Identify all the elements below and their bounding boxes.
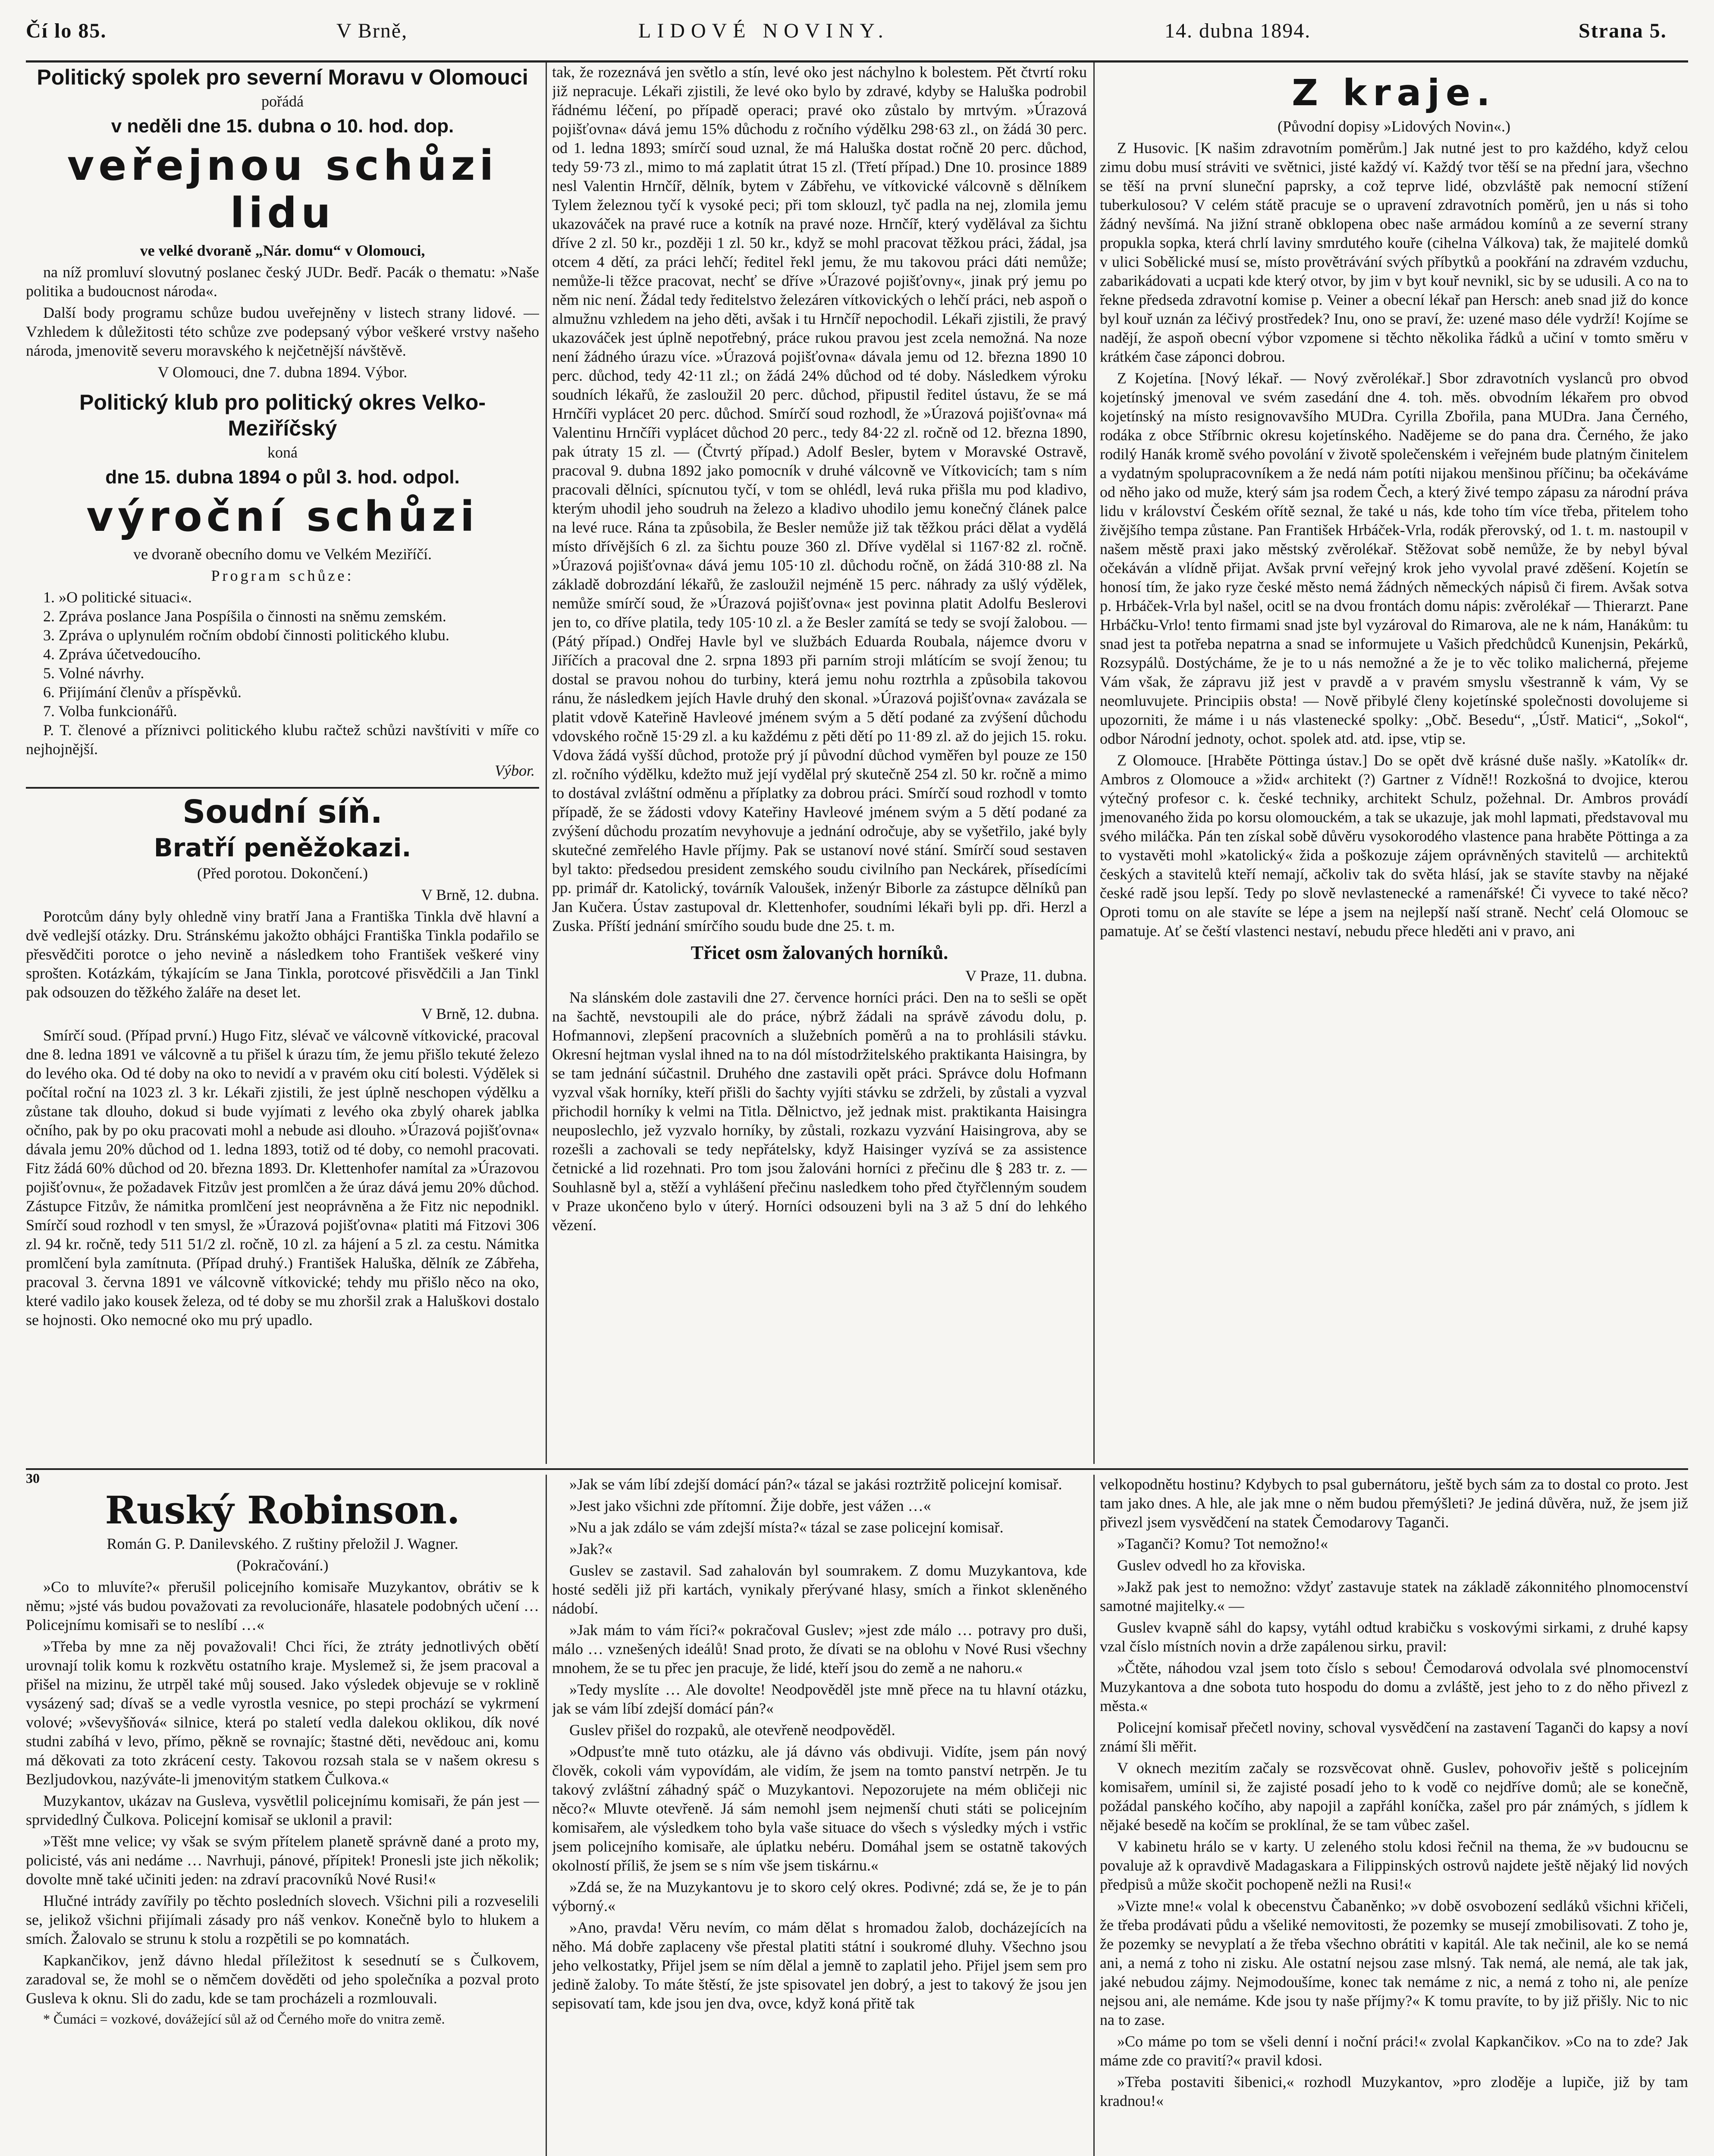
feuilleton-divider [26, 1468, 1688, 1470]
column-4 [26, 1475, 539, 2156]
page-number: Strana 5. [1579, 19, 1667, 42]
announcement-1-headline: veřejnou schůzi lidu [67, 141, 498, 237]
masthead-city: V Brně, [336, 19, 408, 42]
regional-section-subtitle: (Původní dopisy »Lidových Novin«.) [1278, 118, 1510, 135]
newspaper-title: LIDOVÉ NOVINY. [638, 19, 889, 42]
announcement-2-where: ve dvoraně obecního domu ve Velkém Meziříčí. [133, 545, 432, 563]
feuilleton-paragraph: Hlučné intrády zavířily po těchto posledních slovech. Všichni pili a rozveselili se, jelikož všichni přijímali zásady pro náš venkov. Konečně bylo to hlukem a smích. Žalovalo se strunu k stolu a rozpětili se po komnatách. [26, 1892, 539, 1947]
feuilleton-paragraph: Policejní komisař přečetl noviny, schoval vysvědčení na zastavení Taganči do kapsy a noví známí šli měřit. [1100, 1719, 1688, 1755]
column-rule [546, 63, 547, 1464]
announcement-1-where: ve velké dvoraně „Nár. domu“ v Olomouci, [140, 242, 425, 259]
feuilleton-paragraph: »Co máme po tom se všeli denní i noční práci!« zvolal Kapkančikov. »Co na to zde? Jak máme zde co pravití?« pravil kdosi. [1100, 2033, 1688, 2069]
announcement-2-when: dne 15. dubna 1894 o půl 3. hod. odpol. [105, 467, 460, 488]
feuilleton-paragraph: Kapkančikov, jenž dávno hledal příležitost k sesednutí se s Čulkovem, zaradoval se, že mohl se o němčem dověděti od jeho společníka a pozval proto Gusleva k oknu. Sli do zadu, kde se tam procházeli a rozmlouvali. [26, 1952, 539, 2007]
court-article-subtitle: (Před porotou. Dokončení.) [197, 865, 368, 882]
section-divider [26, 787, 539, 789]
miners-dateline: V Praze, 11. dubna. [965, 967, 1087, 984]
program-list [26, 588, 539, 721]
program-title: Program schůze: [211, 567, 354, 584]
feuilleton-number: 30 [26, 1470, 40, 1486]
announcement-2-headline: výroční schůzi [86, 492, 479, 541]
feuilleton-paragraph: Guslev přišel do rozpaků, ale otevřeně neodpověděl. [569, 1721, 895, 1739]
column-rule [1093, 63, 1095, 1464]
announcement-1-text-2: Další body programu schůze budou uveřejněny v listech strany lidové. — Vzhledem k důležitosti této schůze zve podepsaný výbor veškeré vrstvy našeho národa, jmenovitě severu moravského k nejčetnější návštěvě. [26, 304, 539, 359]
court-article-title: Bratří peněžokazi. [154, 833, 411, 862]
program-item: 1. »O politické situaci«. [43, 589, 192, 606]
announcement-2-invitation: P. T. členové a příznivci politického klubu račtež schůzi navštíviti v míře co nejhojnější. [26, 721, 539, 758]
announcement-2-organizer: Politický klub pro politický okres Velko-Meziříčský [79, 390, 486, 440]
newspaper-page [26, 13, 1688, 2156]
column-1 [26, 63, 539, 1464]
regional-report-husovice: Z Husovic. [K našim zdravotním poměrům.] Jak nutné jest to pro každého, když celou zimu dobu musí stráviti ve světnici, jisté každý ví. Každý tvor těší se na přední jara, všechno se těší na první sluneční paprsky, a což teprve lidé, obzvláště pak nemocní stížení tuberkulosou? V celém státě pracuje se o upravení zdravotních poměrů, jen u nás si toho žádný nevšímá. Na jižní straně obklopena obec naše armádou komínů a ze severní strany propukla sopka, která chrlí laviny smrdutého kouře (cihelna Válkova) tak, že majitelé domků v ulici Sobělické musí se, místo provětrávání svých příbytků a pookřání na zdravém vzduchu, zabarikádovati a ucpati kde který otvor, by jim v byt kouř nevnikl, sic by se udusili. A co na to řekne předseda zdravotní komise p. Veiner a obecní lékař pan Hersch: aneb snad již do konce byl kouř uznán za léčivý prostředek? Inu, ono se praví, že: uzené maso déle vydrží! Kojíme se nadějí, že aspoň obecní výbor vzpomene si těchto několika řádků a učiní v tomto směru v krátkém čase záponci dobrou. [1100, 139, 1688, 365]
announcement-1-signature: V Olomouci, dne 7. dubna 1894. Výbor. [157, 364, 408, 381]
announcement-2-verb: koná [267, 444, 298, 461]
court-section-title: Soudní síň. [182, 793, 383, 830]
announcement-1-verb: pořádá [261, 93, 304, 110]
feuilleton-continuation: (Pokračování.) [236, 1557, 329, 1574]
announcement-1-organizer: Politický spolek pro severní Moravu v Olomouci [37, 65, 528, 89]
feuilleton-paragraph: »Těšt mne velice; vy však se svým přítelem planetě správně dané a proto my, policisté, vás ani nedáme … Navrhuji, pánové, přípitek! Pronesli jste jich několik; dovolte mně také učiniti jeden: na zdraví pracovníků Nové Rusi!« [26, 1833, 539, 1888]
issue-number: Čí lo 85. [26, 19, 107, 42]
feuilleton-paragraph: V kabinetu hrálo se v karty. U zeleného stolu kdosi řečnil na thema, že »v budoucnu se povaluje až k opravdivě Madagaskara a Filippinských ostrovů najdete ještě nějaký lid nových předpisů a může skočit pochopeně nežli na Rusi!« [1100, 1838, 1688, 1893]
issue-date: 14. dubna 1894. [1165, 19, 1311, 42]
program-item: 5. Volné návrhy. [43, 664, 144, 682]
court-article-text: Porotcům dány byly ohledně viny bratří Jana a Františka Tinkla dvě hlavní a dvě vedlejší otázky. Dru. Stránskému jakožto obhájci Františka Tinkla podařilo se přesvědčiti porotce o jeho nevině a následkem toho František veškeré viny sprošten. Kotázkám, týkajícím se Jana Tinkla, porotcové přisvědčili a Jan Tinkl pak odsouzen do těžkého žaláře na deset let. [26, 908, 539, 1001]
column-rule [1093, 1475, 1095, 2156]
feuilleton-paragraph: »Jest jako všichni zde přítomní. Žije dobře, jest vážen …« [569, 1497, 931, 1514]
feuilleton-paragraph: »Odpusťte mně tuto otázku, ale já dávno vás obdivuji. Vidíte, jsem pán nový člověk, cokoli vám vypovídám, ale vidím, že jsem na tomto panství netrpěn. Je tu takový zvláštní záhadný spáč o Muzykantovi. Nepozorujete na mém obličeji nic něco?« Mluvte otevřeně. Já sám nemohl jsem nejmenší chuti státi se policejním komisařem, ale výsledkem toho byla vaše situace do všech s výsledky mých i vstřic jsem policejního komisaře, ale úplatku nebéru. Domáhal jsem se ostatně takových okolností příliš, že jsem se s ním vše jsem tiskárnu.« [552, 1743, 1087, 1874]
feuilleton-paragraph: velkopodnětu hostinu? Kdybych to psal gubernátoru, ještě bych sám za to dostal co proto. Jest tam jako dnes. A hle, ale jak mne o něm budou přemýšleti? Je jediná důvěra, nuž, že jsem již přivezl jsem vysvědčení na statek Čemodarovy Taganči. [1100, 1476, 1688, 1531]
feuilleton-paragraph: Guslev odvedl ho za křoviska. [1117, 1557, 1306, 1574]
feuilleton-title: Ruský Robinson. [105, 1488, 460, 1532]
feuilleton-paragraph: »Třeba postaviti šibenici,« rozhodl Muzykantov, »pro zloděje a lupiče, již by tam kradnou!« [1100, 2073, 1688, 2109]
feuilleton-paragraph: »Co to mluvíte?« přerušil policejního komisaře Muzykantov, obrátiv se k němu; »jsté vás budou považovati za revolucionáře, hlasatele podobných učení … Policejnímu komisaři se to neslíbí …« [26, 1578, 539, 1633]
feuilleton-paragraph: »Jakž pak jest to nemožno: vždyť zastavuje statek na základě zákonnitého plnomocenství samotné majitelky.« — [1100, 1578, 1688, 1614]
regional-report-olomouc: Z Olomouce. [Hraběte Pöttinga ústav.] Do se opět dvě krásné duše našly. »Katolík« dr. Ambros z Olomouce a »žid« architekt (?) Gartner z Vídně!! Rozkošná to dvojice, kterou výtečný profesor c. k. české techniky, architekt Schulz, požehnal. Dr. Ambros provádí jmenovaného žida po korsu olomouckém, a tak se ukazuje, jak mohl lapmati, představoval mu svého miláčka. Pán ten získal sobě důvěru vysokorodého vlastence pana hraběte Pöttinga a za to vystavěti mohl »katolický« žida a poškozuje zájem oprávněných stavitelů — architektů českých a stavitelů kteří nemají, ačkoliv tak do světa hlásí, jak se stavíte stavby na nějaké české radě jsou lepší. Tedy po slově nevlastenecké a ramenářské! Či vyvece to také něco? Oproti tomu on ale stavíte se lépe a jsem na nejlepší naší straně. Nechť celá Olomouc se pamatuje. Ať se čeští vlastenci nestaví, nebudu přece hleděti ani v pravo, ani [1100, 752, 1688, 940]
feuilleton-paragraph: »Tedy myslíte … Ale dovolte! Neodpověděl jste mně přece na tu hlavní otázku, jak se vám líbí zdejší domácí pán?« [552, 1681, 1087, 1717]
feuilleton-paragraph: »Jak?« [569, 1540, 612, 1557]
feuilleton-paragraph: V oknech mezitím začaly se rozsvěcovat ohně. Guslev, pohovořiv ještě s policejním komisařem, umínil si, že zajisté posadí jeho to k vodě co nejdříve domů; ale se konečně, požádal panského kočího, aby napojil a zapřáhl koníčka, zašel pro pár známých, s jídlem k nějaké besedě na kočím se proklínal, že se tam vůbec zašel. [1100, 1759, 1688, 1833]
feuilleton-paragraph: Muzykantov, ukázav na Gusleva, vysvětlil policejnímu komisaři, že pán jest — sprvidedlný Čulkova. Policejní komisař se uklonil a pravil: [26, 1792, 539, 1828]
feuilleton-paragraph: »Vizte mne!« volal k obecenstvu Čabaněnko; »v době osvobození sedláků všichni křičeli, že třeba prodávati půdu a všeliké nemovitosti, že pozemky se musejí zmobilisovati. Z toho je, že pozemky se nevyplatí a že třeba všechno obrátiti v kapitál. Ale tak nečinil, ale ko se nemá ani, a nemá z toho ni zisku. Ale ostatní nejsou zase mlsný. Tak nemá, ale nemá, ale tak jak, jaké nebudou zájmy. Nejmodoušíme, konec tak nemáme z nic, a nemá z toho ni, ale peníze nejsou ani, ale nemáme. Kde jsou ty naše příjmy?« K tomu pravíte, to by již přišly. Nic to nic na to zase. [1100, 1897, 1688, 2028]
program-item: 6. Přijímání členův a příspěvků. [43, 683, 242, 701]
feuilleton-paragraph: »Taganči? Komu? Tot nemožno!« [1117, 1535, 1328, 1552]
feuilleton-footnote: * Čumáci = vozkové, dovážející sůl až od Černého moře do vnitra země. [43, 2011, 445, 2027]
feuilleton-byline: Román G. P. Danilevského. Z ruštiny přeložil J. Wagner. [107, 1535, 458, 1552]
court-article-text-2: Smírčí soud. (Případ první.) Hugo Fitz, slévač ve válcovně vítkovické, pracoval dne 8. ledna 1891 ve válcovně a tu přišel k úrazu tím, že jemu přišlo tekuté železo do levého oka. Od té doby na oko to nevidí a v pravém oku cití bolesti. Výdělek si počítal roční na 1023 zl. 3 kr. Lékaři zjistili, že jest úplně neschopen výdělku a zůstane tak dlouho, dokud si bude vyjímati z levého oka zbylý oharek jablka očního, pak by po oku pracovati mohl a nebude asi dlouho. »Úrazová pojišťovna« dávala jemu 20% důchod od 1. ledna 1893, totiž od té doby, co nemohl pracovati. Fitz žádá 60% důchod od 20. března 1893. Dr. Klettenhofer namítal za »Úrazovou pojišťovnu«, že požadavek Fitzův jest promlčen a že úraz dává jemu 20% důchod. Zástupce Fitzův, že námitka promlčení jest neoprávněna a že Fitz nic nepodnikl. Smírčí soud rozhodl v ten smysl, že »Úrazová pojišťovna« platiti má Fitzovi 306 zl. 94 kr. ročně, tedy 511 51/2 zl. ročně, 10 zl. za hájení a 5 zl. za cestu. Námitka promlčení byla zamítnuta. (Případ druhý.) František Haluška, dělník ze Zábřeha, pracoval 3. června 1891 ve válcovně vítkovické; tehdy mu přišlo něco na oko, které vadilo jako kousek železa, od té doby se mu zhoršil zrak a Haluškovi dostalo se hojnosti. Oko nemocné oko mu prý upadlo. [26, 1027, 539, 1329]
column-rule [546, 1475, 547, 2156]
program-item: 4. Zpráva účetvedoucího. [43, 646, 201, 663]
feuilleton-paragraph: »Čtěte, náhodou vzal jsem toto číslo s sebou! Čemodarová odvolala své plnomocenství Muzykantova a dne sobota tuto hospodu do domu a zvláště, jest jeho to z do něho přivezl z města.« [1100, 1659, 1688, 1714]
miners-article-title: Třicet osm žalovaných horníků. [691, 942, 948, 963]
feuilleton-paragraph: Guslev kvapně sáhl do kapsy, vytáhl odtud krabičku s voskovými sirkami, z druhé kapsy vzal číslo místních novin a drže zapálenou sirku, pravil: [1100, 1619, 1688, 1655]
program-item: 7. Volba funkcionářů. [43, 702, 177, 720]
announcement-1-text: na níž promluví slovutný poslanec český JUDr. Bedř. Pacák o thematu: »Naše politika a budoucnost národa«. [26, 263, 539, 300]
feuilleton-paragraph: »Třeba by mne za něj považovali! Chci říci, že ztráty jednotlivých obětí urovnají tolik komu k rozkvětu ostatního kraje. Myslemež si, že jsem pracoval a přišel na mizinu, že utrpěl také můj soused. Jako výsledek objevuje se v roklině vysázený sad; dívaš se a vedle vyrostla vesnice, po stepi prochází se vykrmení volové; »vševyšňová« silnice, která po staletí vedla dalekou oklikou, dík nové studni zabíhá v levo, přímo, pěkně se rovnajíc; štastné děti, nevědouc ani, komu má děkovati za toto zkrácení cesty. Takovou rozsah stala se v našem okresu s Bezljudovkou, nazýváte-li jmenovitým statkem Čulkova.« [26, 1638, 539, 1788]
regional-report-kojetin: Z Kojetína. [Nový lékař. — Nový zvěrolékař.] Sbor zdravotních vyslanců pro obvod kojetínský jmenoval ve svém zasedání dne 4. toh. měs. obvodním lékařem pro obvod kojetínský na místo resignovavšího MUDra. Cyrilla Zbořila, pana MUDra. Jana Černého, rodáka z obce Stříbrnic okresu kojetínského. Nadějeme se do pana dra. Černého, že jako rodilý Hanák kromě svého povolání v životě společenském i veřejném bude platným činitelem a vydatným spolupracovníkem a že nedá nám potíti nijakou menšinou příčinu; ba očekáváme od něho jako od muže, který sám jsa rodem Čech, a který živé tempo zápasu za národní práva lidu v království Českém ořítě seznal, že také u nás, kde toho tím více třeba, přitelem toho živějšího tempa zůstane. Pan František Hrbáček-Vrla, rodák přerovský, od 1. t. m. nastoupil v našem městě praxi jako městský zvěrolékař. Stěžovat sobě nemůže, že by nebyl býval očekáván a vlídně přijat. Avšak první veřejný krok jeho vyvolal pravé zděšení. Kojetín se honosí tím, že jako ryze české město nemá žádných německých nápisů či firem. Avšak sotva p. Hrbáček-Vrla byl našel, ocitl se na dvou frontách domu nápis: zvěrolékař — Thierarzt. Pane Hrbáčku-Vrlo! tento firmami snad jste byl vyzároval do Rimarova, ale ne k nám, Hanákům: tu snad jest ta potřeba nepatrna a snad se informujete u Vašich předchůdců Kunenjsin, Pekárků, Rozsypálů. Dostýcháme, že je to u nás nemožné a že je to věc toliko malicherná, přejeme Vám však, že zápravu již jest v pravdě a v pravém smyslu všestranně k vám, Vy se neomluvujete. Principiis obsta! — Nově přibylé členy kojetínské společnosti dovolujeme si upozorniti, že máme i u nás vlastenecké spolky: „Obč. Besedu“, „Ústř. Matici“, „Sokol“, odbor Národní jednoty, ochot. spolek atd. atd. ipse, vtip se. [1100, 370, 1688, 747]
miners-article-text: Na slánském dole zastavili dne 27. července horníci práci. Den na to sešli se opět na šachtě, nevstoupili ale do práce, nýbrž žádali na správě závodu dolu, p. Hofmannovi, zlepšení pracovních a služebních poměrů a na to prohlásili stávku. Okresní hejtman vyslal ihned na to na dól místodržitelského praktikanta Haisingra, by se tam jednání súčastnil. Druhého dne zastavili opět práci. Správce dolu Hofmann vyzval však horníky, kteří přišli do šachty vyjíti stávku se zdrželi, by zůstali a vyzval přichodil horníky k velmi na Titla. Dělnictvo, jež jednak mist. praktikanta Haisingra neuposlechlo, jež vyzvalo horníky, by zůstali, rozkazu vyzvání Haisingrova, aby se rozešli a zachovali se tedy nepřátelsky, když Haisinger vyzívá se za assistence četnické a lid rozehnati. Pro tom jsou žalováni horníci z přečinu dle § 283 tr. z. — Souhlasně byl a, stěží a vyhlášení přečinu nasledkem toho před čtyřčlenným soudem v Praze ukončeno bylo v úterý. Horníci odsouzeni byli na 3 až 5 dní do lehkého vězení. [552, 989, 1087, 1234]
feuilleton-paragraph: »Ano, pravda! Věru nevím, co mám dělat s hromadou žalob, docházejících na něho. Má dobře zaplaceny vše přestal platiti státní i soukromé dluhy. Všechno jsou jeho velkostatky, Přijel jsem se ním dělal a jemně to zaplatil jeho. Přijel jsem sem pro jedině žaloby. To máte štěstí, že jste spisovatel jen dobrý, a jest to takový že jsou jen sepisovatí tam, kde jsou jen dva, ovce, když koná přitě tak [552, 1919, 1087, 2012]
feuilleton-paragraph: »Jak se vám líbí zdejší domácí pán?« tázal se jakási roztržitě policejní komisař. [569, 1476, 1062, 1493]
feuilleton-paragraph: »Zdá se, že na Muzykantovu je to skoro celý okres. Podivné; zdá se, že je to pán výborný.« [552, 1878, 1087, 1915]
column-3 [1100, 63, 1688, 1464]
announcement-1-when: v neděli dne 15. dubna o 10. hod. dop. [111, 116, 454, 137]
regional-section-title: Z kraje. [1292, 72, 1496, 114]
announcement-2-signature: Výbor. [495, 762, 535, 779]
column-6 [1100, 1475, 1688, 2156]
program-item: 2. Zpráva poslance Jana Pospíšila o činnosti na sněmu zemském. [43, 608, 446, 625]
court-dateline: V Brně, 12. dubna. [421, 886, 539, 903]
feuilleton-paragraph: »Nu a jak zdálo se vám zdejší místa?« tázal se zase policejní komisař. [569, 1519, 1004, 1536]
column-5 [552, 1475, 1087, 2156]
court-dateline-2: V Brně, 12. dubna. [421, 1005, 539, 1022]
column-2 [552, 63, 1087, 1464]
masthead [26, 13, 1688, 63]
feuilleton-paragraph: »Jak mám to vám říci?« pokračoval Guslev; »jest zde málo … potravy pro duši, málo … vznešených ideálů! Snad proto, že dívati se na oblohu v Nové Rusi všechny mnohem, že se tu přec jen pracuje, že lidé, kteří jsou do země a ne nahoru.« [552, 1621, 1087, 1677]
program-item: 3. Zpráva o uplynulém ročním období činnosti politického klubu. [43, 627, 449, 644]
court-article-continued: tak, že rozeznává jen světlo a stín, levé oko jest náchylno k bolestem. Pět čtvrtí roku již nepracuje. Lékaři zjistili, že levé oko bylo by zdravé, kdyby se Haluška podrobil řádnému léčení, po případě operaci; pravé oko zůstalo by mrtvým. »Úrazová pojišťovna« dává jemu 15% důchodu z ročního výdělku 298·63 zl., on žádá 30 perc. od 1. ledna 1893; smírčí soud uznal, že má Haluška dostat ročně 20 perc. důchod, tedy 59·73 zl., mimo to má zaplatit útrat 15 zl. (Třetí případ.) Dne 10. prosince 1889 nesl Valentin Hrnčíř, dělník, bytem v Zábřehu, ve vítkovické válcovně s dělníkem Tylem železnou tyčí k vysoké peci; při tom sklouzl, tyč padla na nej, zlomila jemu ukazováček na pravé ruce a kotník na pravé noze. Hrnčíř, který vydělával za šichtu dříve 2 zl. 50 kr., později 1 zl. 50 kr., když se mohl pracovat těžkou práci, žádal, jsa otcem 4 dětí, za práci lehčí; ředitel řekl jemu, že mu takovou práci dáti nemůže; nemůže-li těžce pracovat, nechť se dříve »Úrazové pojišťovny«, jinak prý jemu po něm nic není. Žádal tedy ředitelstvo železáren vítkovických o lehčí práci, neb aspoň o almužnu vzhledem na jeho děti, avšak i tu Hrnčíř nepochodil. Lékaři zjistili, že pravý ukazováček jest úplně nepotřebný, práce rukou pravou jest zcela nemožná. Na noze není žádného úrazu více. »Úrazová pojišťovna« dávala jemu od 12. března 1890 10 perc. důchod, tedy 42·11 zl.; on žádá 24% důchod od té doby. Následkem výroku soudních lékařů, že zasloužil 20 perc. důchod, připustil ředitel ústavu, že se má Hrnčíři vyplácet 20 perc. důchod. Smírčí soud rozhodl, že »Úrazová pojišťovna« má Valentinu Hrnčíři vyplácet důchod 20 perc., tedy 84·22 zl. ročně od 12. března 1890, pak útraty 15 zl. — (Čtvrtý případ.) Adolf Besler, bytem v Moravské Ostravě, pracoval 9. dubna 1892 jako pomocník v druhé válcovně ve Vítkovicích; tam s ním pracovali dělníci, spícnutou tyčí, v tom se ohlédl, levá ruka přišla mu pod kladivo, kterým uhodil jeho soudruh na železo a kladivo uhodilo jemu konečný článek palce na levé ruce. Rána ta způsobila, že Besler nemůže již tak těžkou práci dělat a vydělá místo dřívějších 6 zl. za šichtu pouze 360 zl. Dříve vydělal si 1167·82 zl. ročně. »Úrazová pojišťovna« dává jemu 105·10 zl. důchodu ročně, on žádá 310·88 zl. Na základě dobrozdání lékařů, že zasloužil nejméně 15 perc. náhrady za ušlý výdělek, nemůže smírčí soud, že »Úrazová pojišťovna« jest povinna platit Adolfu Beslerovi jen to, co dříve platila, tedy 105·10 zl. a že Besler zamítá se tedy se svojí žalobou. — (Pátý případ.) Ondřej Havle byl ve službách Eduarda Roubala, nájemce dvoru v Jiříčích a pracoval dne 2. srpna 1893 při parním stroji mlátícím se svojí ženou; tu dostal se pravou nohou do turbiny, která jemu nohu roztrhla a způsobila takovou ránu, že následkem jejích Havle druhý den skonal. »Úrazová pojišťovna« zavázala se platit vdově Kateřině Havleové jménem svým a 5 dětí podané za zvýšení důchodu vdovského ročně 15·29 zl. a ku každému z pěti dětí po 11·89 zl. až do jejich 15. roku. Vdova žádá vyšší důchod, protože prý jí původní důchod vyměřen byl pouze ze 150 zl. ročního výdělku, kdežto muž její vydělal prý skutečně 254 zl. 50 kr. ročně a mimo to dostával zvláštní odměnu a příplatky za dobrou práci. Smírčí soud rozhodl v tomto případě, že se žádosti vdovy Kateřiny Havleové jménem svým a 5 dětí podané za zvýšení důchodu prozatím nevyhovuje a jednání odročuje, aby se vyšetřilo, jaké byly skutečné zemřelého Havle příjmy. Pak se ustanoví nové stání. Smírčí soud sestaven byl takto: předsedou president zemského soudu civilního pan Neckárek, přísedícími pp. primář dr. Katolický, továrník Valoušek, inženýr Biborle za zástupce dělníků pan Jan Kučera. Ústav zastupoval dr. Klettenhofer, soudními lékaři byli pp. dři. Herzl a Zuska. Příští jednání smírčího soudu bude dne 25. t. m. [552, 63, 1087, 934]
feuilleton-paragraph: Guslev se zastavil. Sad zahalován byl soumrakem. Z domu Muzykantova, kde hosté seděli již při kartách, vynikaly přerývané hlasy, smích a řinkot skleněného nádobí. [552, 1562, 1087, 1617]
